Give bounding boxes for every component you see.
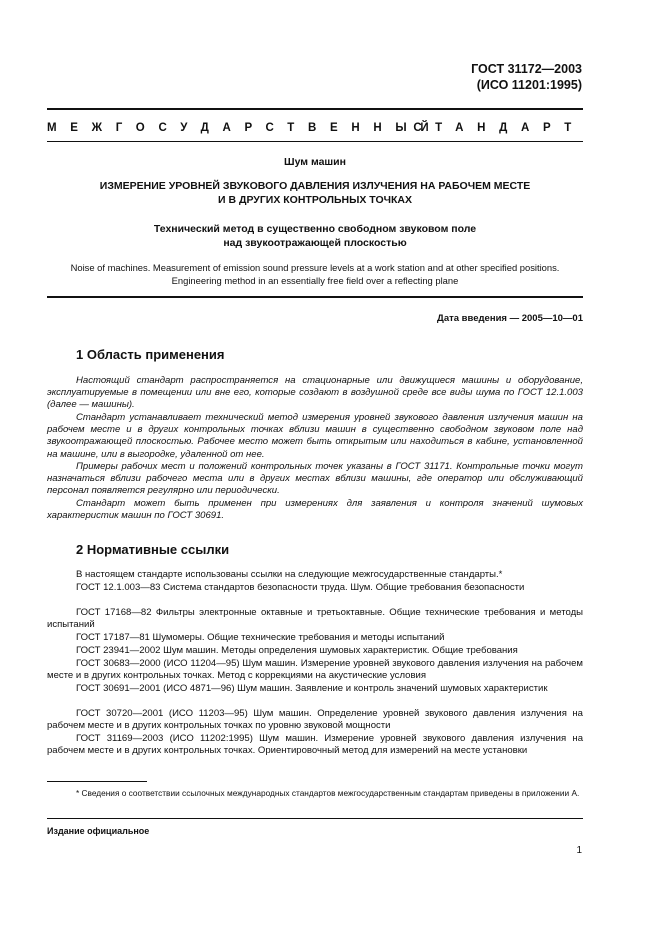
section-1-heading: 1 Область применения [76, 347, 225, 362]
method-title-line: над звукоотражающей плоскостью [223, 236, 407, 249]
reference-item: ГОСТ 30720—2001 (ИСО 11203—95) Шум машин. Определение уровней звукового давления излучения на рабочем месте и в других контрольных точках по уровню звуковой мощности [47, 708, 583, 732]
main-title-line: ИЗМЕРЕНИЕ УРОВНЕЙ ЗВУКОВОГО ДАВЛЕНИЯ ИЗЛУЧЕНИЯ НА РАБОЧЕМ МЕСТЕ [99, 180, 531, 192]
banner-rule [47, 141, 583, 142]
document-main-title [47, 180, 583, 207]
top-rule [47, 108, 583, 110]
footnote: * Сведения о соответствии ссылочных международных стандартов межгосударственным стандартам приведены в приложении А. [76, 788, 580, 798]
reference-item: ГОСТ 31169—2003 (ИСО 11202:1995) Шум машин. Измерение уровней звукового давления излучения на рабочем месте и в других контрольных точках. Ориентировочный метод для измерений на месте установки [47, 733, 583, 757]
interstate-word: МЕЖГОСУДАРСТВЕННЫЙ [47, 122, 443, 134]
main-title-line: И В ДРУГИХ КОНТРОЛЬНЫХ ТОЧКАХ [218, 193, 412, 206]
gost-number: ГОСТ 31172—2003 [471, 62, 582, 76]
footnote-divider [47, 781, 147, 782]
section-2-heading: 2 Нормативные ссылки [76, 542, 230, 557]
section-1-paragraph: Стандарт может быть применен при измерениях для заявления и контроля значений шумовых характеристик машин по ГОСТ 30691. [47, 498, 583, 522]
section-1-paragraph: Стандарт устанавливает технический метод измерения уровней звукового давления излучения машин на рабочем месте и в других контрольных точках вблизи машин в существенно свободном звуковом поле над звукоотражающей плоскостью. Рабочее место может быть открытым или находиться в кабине, установленной на машине, или в выгородке, удаленной от нее. [47, 412, 583, 460]
reference-item: ГОСТ 23941—2002 Шум машин. Методы определения шумовых характеристик. Общие требования [76, 645, 518, 656]
method-title [47, 223, 583, 250]
references-intro: В настоящем стандарте использованы ссылки на следующие межгосударственные стандарты.* [76, 569, 503, 580]
reference-item: ГОСТ 30683—2000 (ИСО 11204—95) Шум машин. Измерение уровней звукового давления излучения на рабочем месте и в других контрольных точках. Метод с коррекциями на акустические условия [47, 658, 583, 682]
standard-word: СТАНДАРТ [413, 122, 585, 134]
reference-item: ГОСТ 30691—2001 (ИСО 4871—96) Шум машин. Заявление и контроль значений шумовых характеристик [76, 683, 548, 694]
english-title [47, 262, 583, 287]
gost-designation [471, 61, 582, 93]
official-edition-label: Издание официальное [47, 826, 150, 836]
reference-item: ГОСТ 12.1.003—83 Система стандартов безопасности труда. Шум. Общие требования безопасности [76, 582, 525, 593]
english-title-line: Noise of machines. Measurement of emission sound pressure levels at a work station and at other specified positions. [70, 262, 560, 273]
page-number: 1 [576, 845, 582, 856]
section-1-paragraph: Настоящий стандарт распространяется на стационарные или движущиеся машины и оборудование, эксплуатируемые в помещении или вне его, которые создают в воздушной среде все виды шума по ГОСТ 12.1.003 (далее — машины). [47, 375, 583, 411]
method-title-line: Технический метод в существенно свободном звуковом поле [153, 223, 477, 235]
reference-item: ГОСТ 17187—81 Шумомеры. Общие технические требования и методы испытаний [76, 632, 445, 643]
section-1-paragraph: Примеры рабочих мест и положений контрольных точек указаны в ГОСТ 31171. Контрольные точки могут назначаться вблизи рабочего места или в других местах вблизи машины, где оператор или обслуживающий персонал появляется регулярно или периодически. [47, 461, 583, 497]
footer-rule [47, 818, 583, 819]
document-subtitle: Шум машин [284, 156, 346, 168]
introduction-date: Дата введения — 2005—10—01 [437, 313, 583, 324]
english-title-line: Engineering method in an essentially free field over a reflecting plane [171, 274, 459, 286]
reference-item: ГОСТ 17168—82 Фильтры электронные октавные и третьоктавные. Общие технические требования и методы испытаний [47, 607, 583, 631]
title-rule [47, 296, 583, 298]
iso-number: (ИСО 11201:1995) [476, 78, 582, 92]
